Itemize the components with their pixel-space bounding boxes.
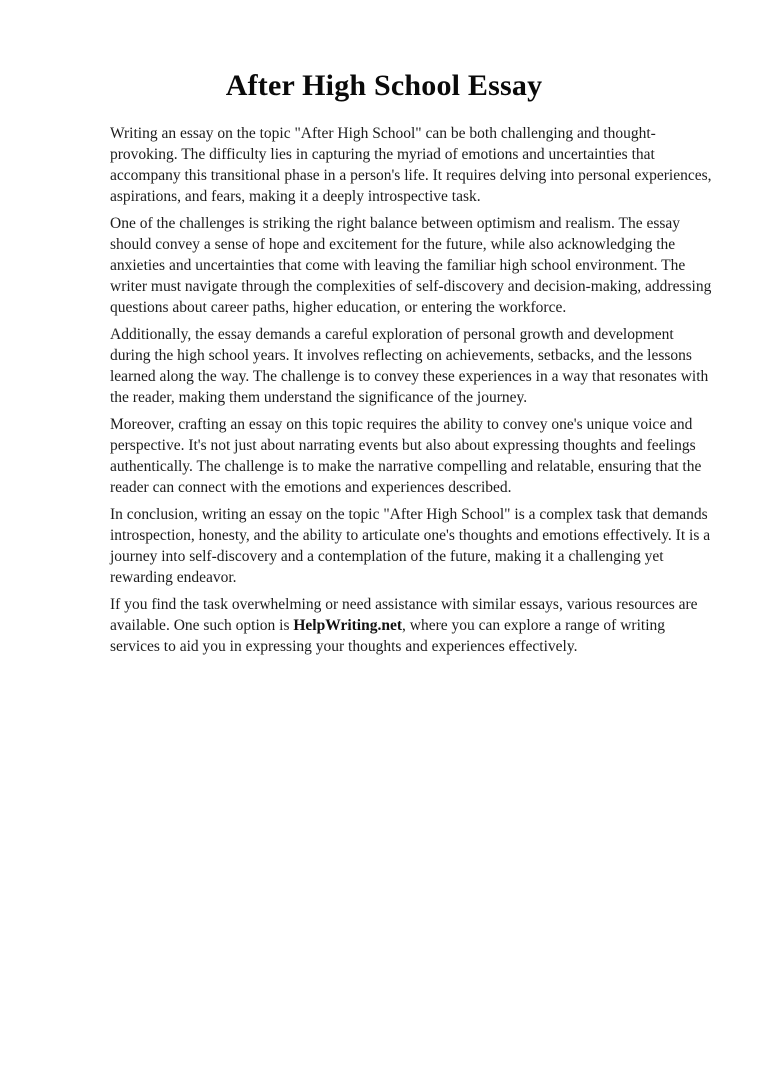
essay-paragraph-growth: Additionally, the essay demands a careful exploration of personal growth and development during the high school years. It involves reflecting on achievements, setbacks, and the lessons learned along the way. The challenge is to convey these experiences in a way that resonates with the reader, making them understand the significance of the journey. xyxy=(110,326,709,406)
page-title: After High School Essay xyxy=(225,69,543,102)
essay-paragraph-closing xyxy=(110,594,713,657)
essay-body xyxy=(110,123,713,657)
closing-text-pre: If you find the task overwhelming or need assistance with similar essays, various resources are available. One such option is xyxy=(110,596,698,634)
essay-paragraph-challenges: One of the challenges is striking the right balance between optimism and realism. The essay should convey a sense of hope and excitement for the future, while also acknowledging the anxieties and uncertainties that come with leaving the familiar high school environment. The writer must navigate through the complexities of self-discovery and decision-making, addressing questions about career paths, higher education, or entering the workforce. xyxy=(110,215,712,316)
brand-name: HelpWriting.net xyxy=(293,617,403,634)
closing-text-post: , where you can explore a range of writing services to aid you in expressing your thoughts and experiences effectively. xyxy=(110,617,665,655)
essay-paragraph-conclusion: In conclusion, writing an essay on the topic "After High School" is a complex task that demands introspection, honesty, and the ability to articulate one's thoughts and emotions effectively. It is a journey into self-discovery and a contemplation of the future, making it a challenging yet rewarding endeavor. xyxy=(110,506,711,586)
essay-paragraph-voice: Moreover, crafting an essay on this topic requires the ability to convey one's unique voice and perspective. It's not just about narrating events but also about expressing thoughts and feelings authentically. The challenge is to make the narrative compelling and relatable, ensuring that the reader can connect with the emotions and experiences described. xyxy=(110,416,702,496)
essay-paragraph-intro: Writing an essay on the topic "After High School" can be both challenging and thought-provoking. The difficulty lies in capturing the myriad of emotions and uncertainties that accompany this transitional phase in a person's life. It requires delving into personal experiences, aspirations, and fears, making it a deeply introspective task. xyxy=(110,125,712,205)
